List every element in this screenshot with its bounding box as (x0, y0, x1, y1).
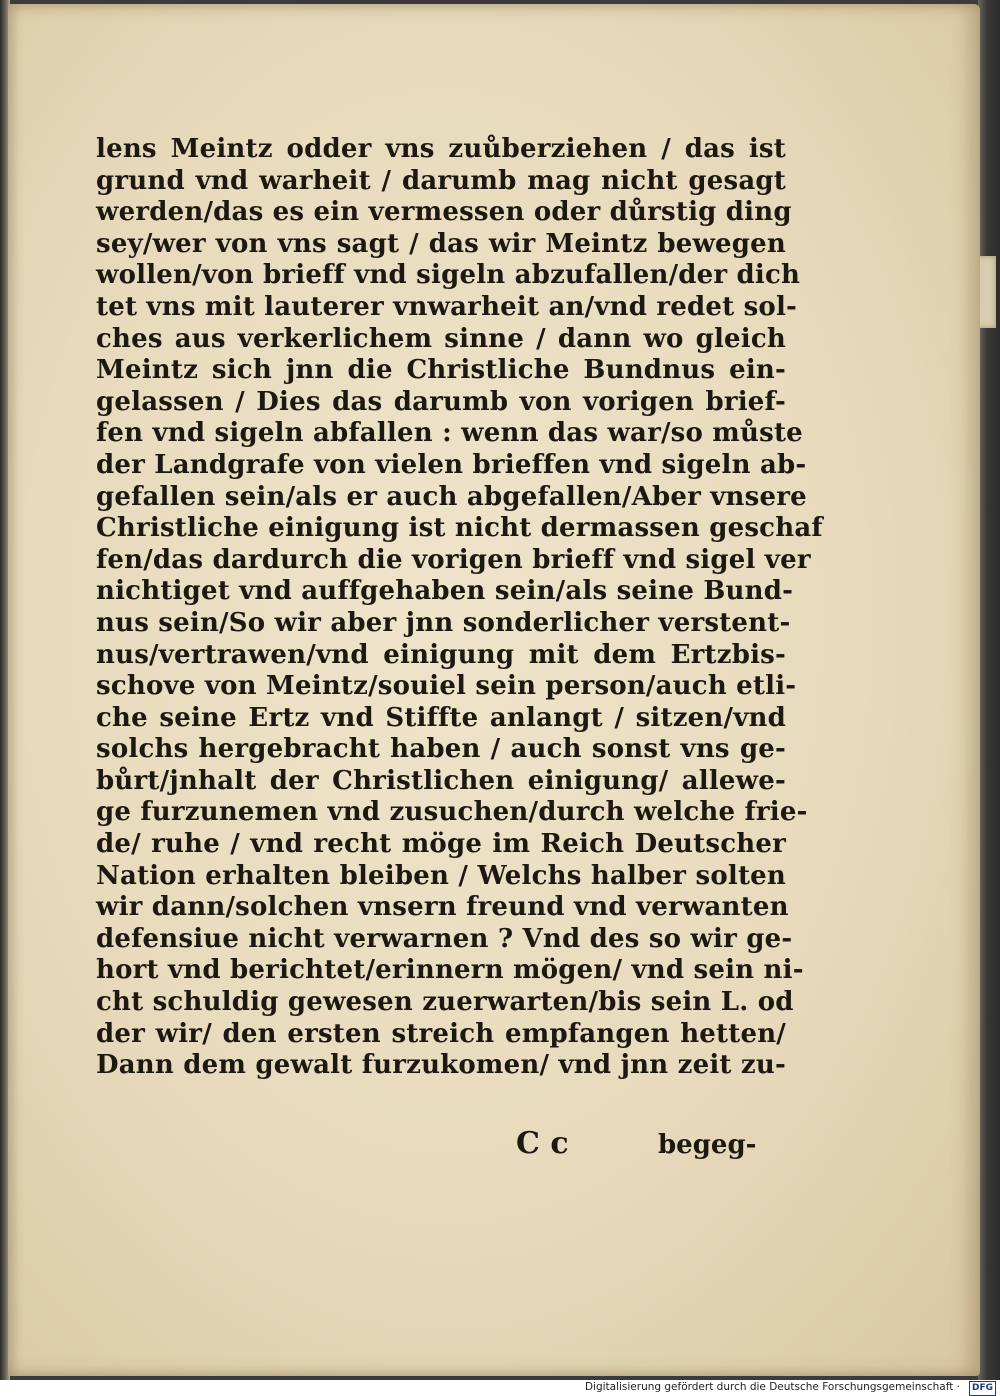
text-line: cht schuldig gewesen zuerwarten/bis sein L. od (96, 987, 794, 1018)
text-line: wollen/von brieff vnd sigeln abzufallen/der dich (96, 260, 801, 291)
signature-mark: C c (516, 1126, 569, 1161)
funding-credit: Digitalisierung gefördert durch die Deutsche Forschungsgemeinschaft · (584, 1381, 960, 1393)
text-line: nichtiget vnd auffgehaben sein/als seine Bund- (96, 576, 794, 607)
text-line: lens Meintz odder vns zuůberziehen / das ist (96, 134, 786, 164)
book-gutter (978, 0, 1000, 1380)
text-line: Meintz sich jnn die Christliche Bundnus ein- (96, 355, 786, 386)
book-page (8, 4, 980, 1376)
text-line: werden/das es ein vermessen oder důrstig ding (96, 197, 792, 228)
text-line: che seine Ertz vnd Stiffte anlangt / sitzen/vnd (96, 702, 786, 733)
text-line: ches aus verkerlichem sinne / dann wo gleich (96, 323, 786, 354)
text-line: ge furzunemen vnd zusuchen/durch welche frie- (96, 797, 808, 828)
text-line: tet vns mit lauterer vnwarheit an/vnd redet sol- (96, 291, 798, 322)
text-line: der wir/ den ersten streich empfangen hetten/ (96, 1018, 786, 1049)
text-line: solchs hergebracht haben / auch sonst vns ge- (96, 734, 786, 765)
text-line: schove von Meintz/souiel sein person/auch etli- (96, 671, 797, 702)
catchword: begeg- (658, 1130, 757, 1160)
text-line: sey/wer von vns sagt / das wir Meintz bewegen (96, 228, 786, 259)
dfg-logo: DFG (969, 1381, 996, 1396)
text-line: fen vnd sigeln abfallen : wenn das war/so můste (96, 418, 803, 449)
text-line: gelassen / Dies das darumb von vorigen brief- (96, 386, 786, 417)
text-line: nus sein/So wir aber jnn sonderlicher verstent- (96, 607, 791, 638)
text-line: Nation erhalten bleiben / Welchs halber solten (96, 860, 786, 891)
text-line: de/ ruhe / vnd recht möge im Reich Deutscher (96, 829, 786, 860)
text-line: gefallen sein/als er auch abgefallen/Aber vnsere (96, 481, 807, 512)
text-line: der Landgrafe von vielen brieffen vnd sigeln ab- (96, 449, 807, 480)
text-line: bůrt/jnhalt der Christlichen einigung/ allewe- (96, 765, 786, 796)
text-line: Christliche einigung ist nicht dermassen geschaf (96, 513, 823, 544)
text-line: wir dann/solchen vnsern freund vnd verwanten (96, 892, 789, 923)
page-footer (96, 1126, 776, 1162)
text-line: nus/vertrawen/vnd einigung mit dem Ertzbis- (96, 639, 786, 670)
text-line: grund vnd warheit / darumb mag nicht gesagt (96, 165, 786, 196)
text-line: fen/das dardurch die vorigen brieff vnd sigel ver (96, 544, 811, 575)
credit-bar (0, 1380, 1000, 1396)
body-text (96, 134, 823, 1082)
text-line: Dann dem gewalt furzukomen/ vnd jnn zeit zu- (96, 1050, 786, 1081)
text-line: defensiue nicht verwarnen ? Vnd des so wir ge- (96, 923, 793, 954)
text-line: hort vnd berichtet/erinnern mögen/ vnd sein ni- (96, 955, 804, 986)
